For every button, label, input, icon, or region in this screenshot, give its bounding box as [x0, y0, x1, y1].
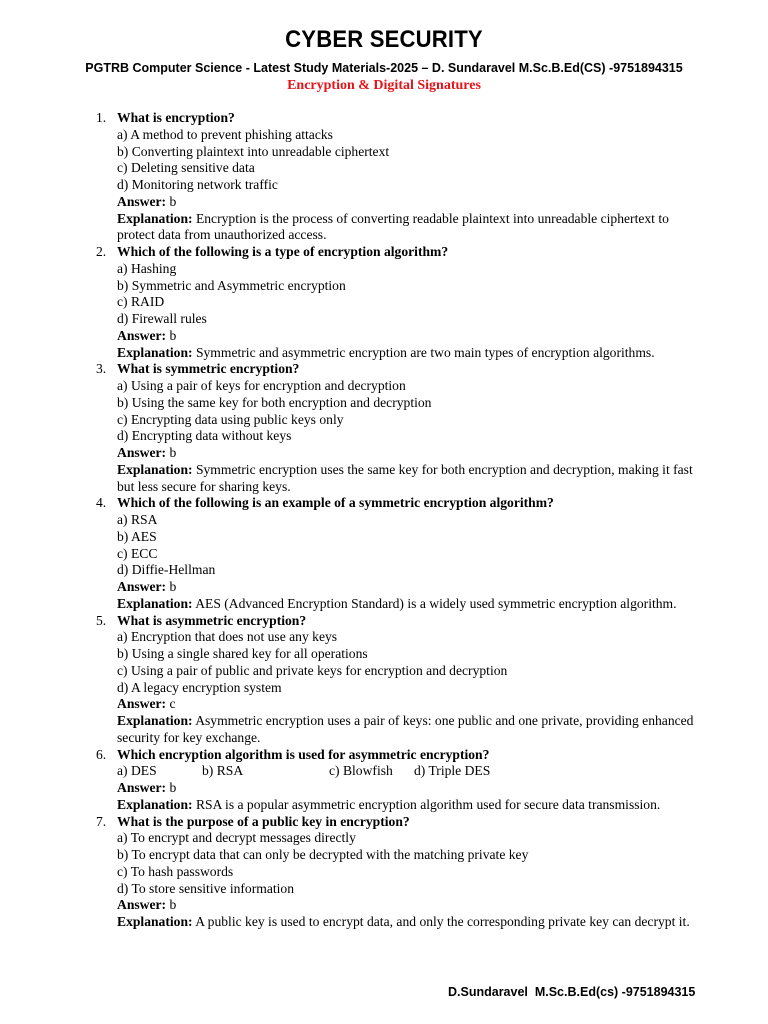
answer-label: Answer: — [117, 696, 167, 712]
answer-line — [117, 780, 697, 797]
question-number: 6. — [96, 746, 107, 762]
answer-value: b — [166, 445, 177, 460]
option-a: a) To encrypt and decrypt messages directly — [117, 830, 356, 846]
option-b: b) RSA — [202, 763, 244, 779]
explanation — [117, 211, 697, 245]
option-b: b) Symmetric and Asymmetric encryption — [117, 277, 346, 293]
answer-value: b — [166, 897, 177, 913]
answer-line — [117, 696, 697, 713]
answer-value: b — [166, 579, 177, 594]
explanation-label: Explanation: — [117, 461, 193, 477]
option-d: d) To store sensitive information — [117, 880, 294, 896]
document-title: CYBER SECURITY — [285, 26, 483, 53]
question-item — [96, 813, 697, 931]
question-item — [96, 495, 697, 612]
option-d: d) Firewall rules — [117, 311, 207, 326]
explanation-label: Explanation: — [117, 595, 193, 611]
question-item — [96, 110, 697, 244]
explanation-text: RSA is a popular asymmetric encryption algorithm used for secure data transmission. — [192, 796, 661, 812]
answer-line — [117, 445, 697, 462]
option-b: b) AES — [117, 528, 157, 544]
option-c: c) Encrypting data using public keys only — [117, 411, 344, 427]
question-item — [96, 746, 697, 814]
explanation — [117, 462, 697, 496]
explanation — [117, 713, 697, 747]
question-list — [96, 110, 697, 931]
question-text: What is the purpose of a public key in encryption? — [117, 813, 410, 829]
section-heading: Encryption & Digital Signatures — [287, 78, 481, 93]
option-a: a) Hashing — [117, 260, 177, 276]
question-text: What is symmetric encryption? — [117, 361, 300, 377]
question-item — [96, 612, 697, 747]
option-c: c) Using a pair of public and private keys for encryption and decryption — [117, 662, 508, 678]
answer-label: Answer: — [117, 445, 167, 460]
explanation-text: Encryption is the process of converting readable plaintext into unreadable ciphertext to protect data from unauthorized access. — [117, 210, 669, 243]
option-b: b) Using the same key for both encryption and decryption — [117, 394, 432, 410]
option-c: c) Deleting sensitive data — [117, 160, 255, 176]
inline-options — [117, 763, 697, 780]
answer-line — [117, 897, 697, 914]
answer-label: Answer: — [117, 193, 167, 209]
explanation-text: Asymmetric encryption uses a pair of keys: one public and one private, providing enhanced security for key exchange. — [117, 713, 694, 745]
question-number: 5. — [96, 612, 107, 628]
option-d: d) Triple DES — [414, 763, 491, 779]
question-text: Which of the following is a type of encryption algorithm? — [117, 244, 449, 259]
explanation-label: Explanation: — [117, 796, 193, 812]
option-d: d) Encrypting data without keys — [117, 428, 292, 444]
option-d: d) Diffie-Hellman — [117, 562, 216, 578]
page-footer: D.Sundaravel M.Sc.B.Ed(cs) -9751894315 — [448, 985, 696, 999]
explanation-label: Explanation: — [117, 344, 193, 360]
explanation — [117, 797, 697, 814]
explanation-text: Symmetric encryption uses the same key for both encryption and decryption, making it fast but less secure for sharing keys. — [117, 461, 693, 494]
answer-label: Answer: — [117, 780, 167, 795]
option-a: a) Encryption that does not use any keys — [117, 629, 338, 645]
answer-label: Answer: — [117, 579, 167, 594]
answer-label: Answer: — [117, 327, 167, 343]
option-c: c) RAID — [117, 294, 165, 310]
explanation-label: Explanation: — [117, 713, 193, 728]
question-text: What is encryption? — [117, 110, 235, 125]
explanation-label: Explanation: — [117, 210, 193, 226]
option-d: d) Monitoring network traffic — [117, 177, 278, 192]
option-a: a) RSA — [117, 512, 158, 527]
explanation-text: Symmetric and asymmetric encryption are two main types of encryption algorithms. — [192, 344, 655, 360]
option-a: a) DES — [117, 763, 157, 779]
option-b: b) Converting plaintext into unreadable ciphertext — [117, 143, 390, 159]
question-number: 4. — [96, 495, 107, 511]
explanation-label: Explanation: — [117, 914, 193, 929]
explanation-text: AES (Advanced Encryption Standard) is a widely used symmetric encryption algorithm. — [192, 595, 677, 611]
question-number: 2. — [96, 244, 107, 259]
option-a: a) A method to prevent phishing attacks — [117, 126, 333, 142]
answer-value: c — [166, 696, 176, 712]
explanation-text: A public key is used to encrypt data, and only the corresponding private key can decrypt it. — [192, 914, 690, 929]
option-d: d) A legacy encryption system — [117, 679, 282, 695]
answer-value: b — [166, 193, 177, 209]
answer-value: b — [166, 780, 177, 795]
question-text: Which encryption algorithm is used for asymmetric encryption? — [117, 746, 490, 762]
question-number: 3. — [96, 361, 107, 377]
option-a: a) Using a pair of keys for encryption and decryption — [117, 378, 406, 393]
option-b: b) To encrypt data that can only be decrypted with the matching private key — [117, 847, 529, 862]
document-subtitle: PGTRB Computer Science - Latest Study Materials-2025 – D. Sundaravel M.Sc.B.Ed(CS) -9751894315 — [85, 61, 683, 75]
question-number: 7. — [96, 813, 107, 829]
answer-label: Answer: — [117, 897, 167, 913]
answer-line — [117, 328, 697, 345]
answer-value: b — [166, 327, 177, 343]
question-text: Which of the following is an example of a symmetric encryption algorithm? — [117, 495, 554, 511]
question-number: 1. — [96, 110, 107, 125]
question-item — [96, 244, 697, 361]
explanation — [117, 914, 697, 931]
answer-line — [117, 579, 697, 596]
explanation — [117, 345, 697, 362]
option-c: c) To hash passwords — [117, 863, 234, 879]
question-text: What is asymmetric encryption? — [117, 612, 307, 628]
question-item — [96, 361, 697, 495]
answer-line — [117, 194, 697, 211]
option-c: c) Blowfish — [329, 763, 393, 779]
option-b: b) Using a single shared key for all operations — [117, 646, 368, 661]
explanation — [117, 596, 697, 613]
option-c: c) ECC — [117, 545, 158, 561]
